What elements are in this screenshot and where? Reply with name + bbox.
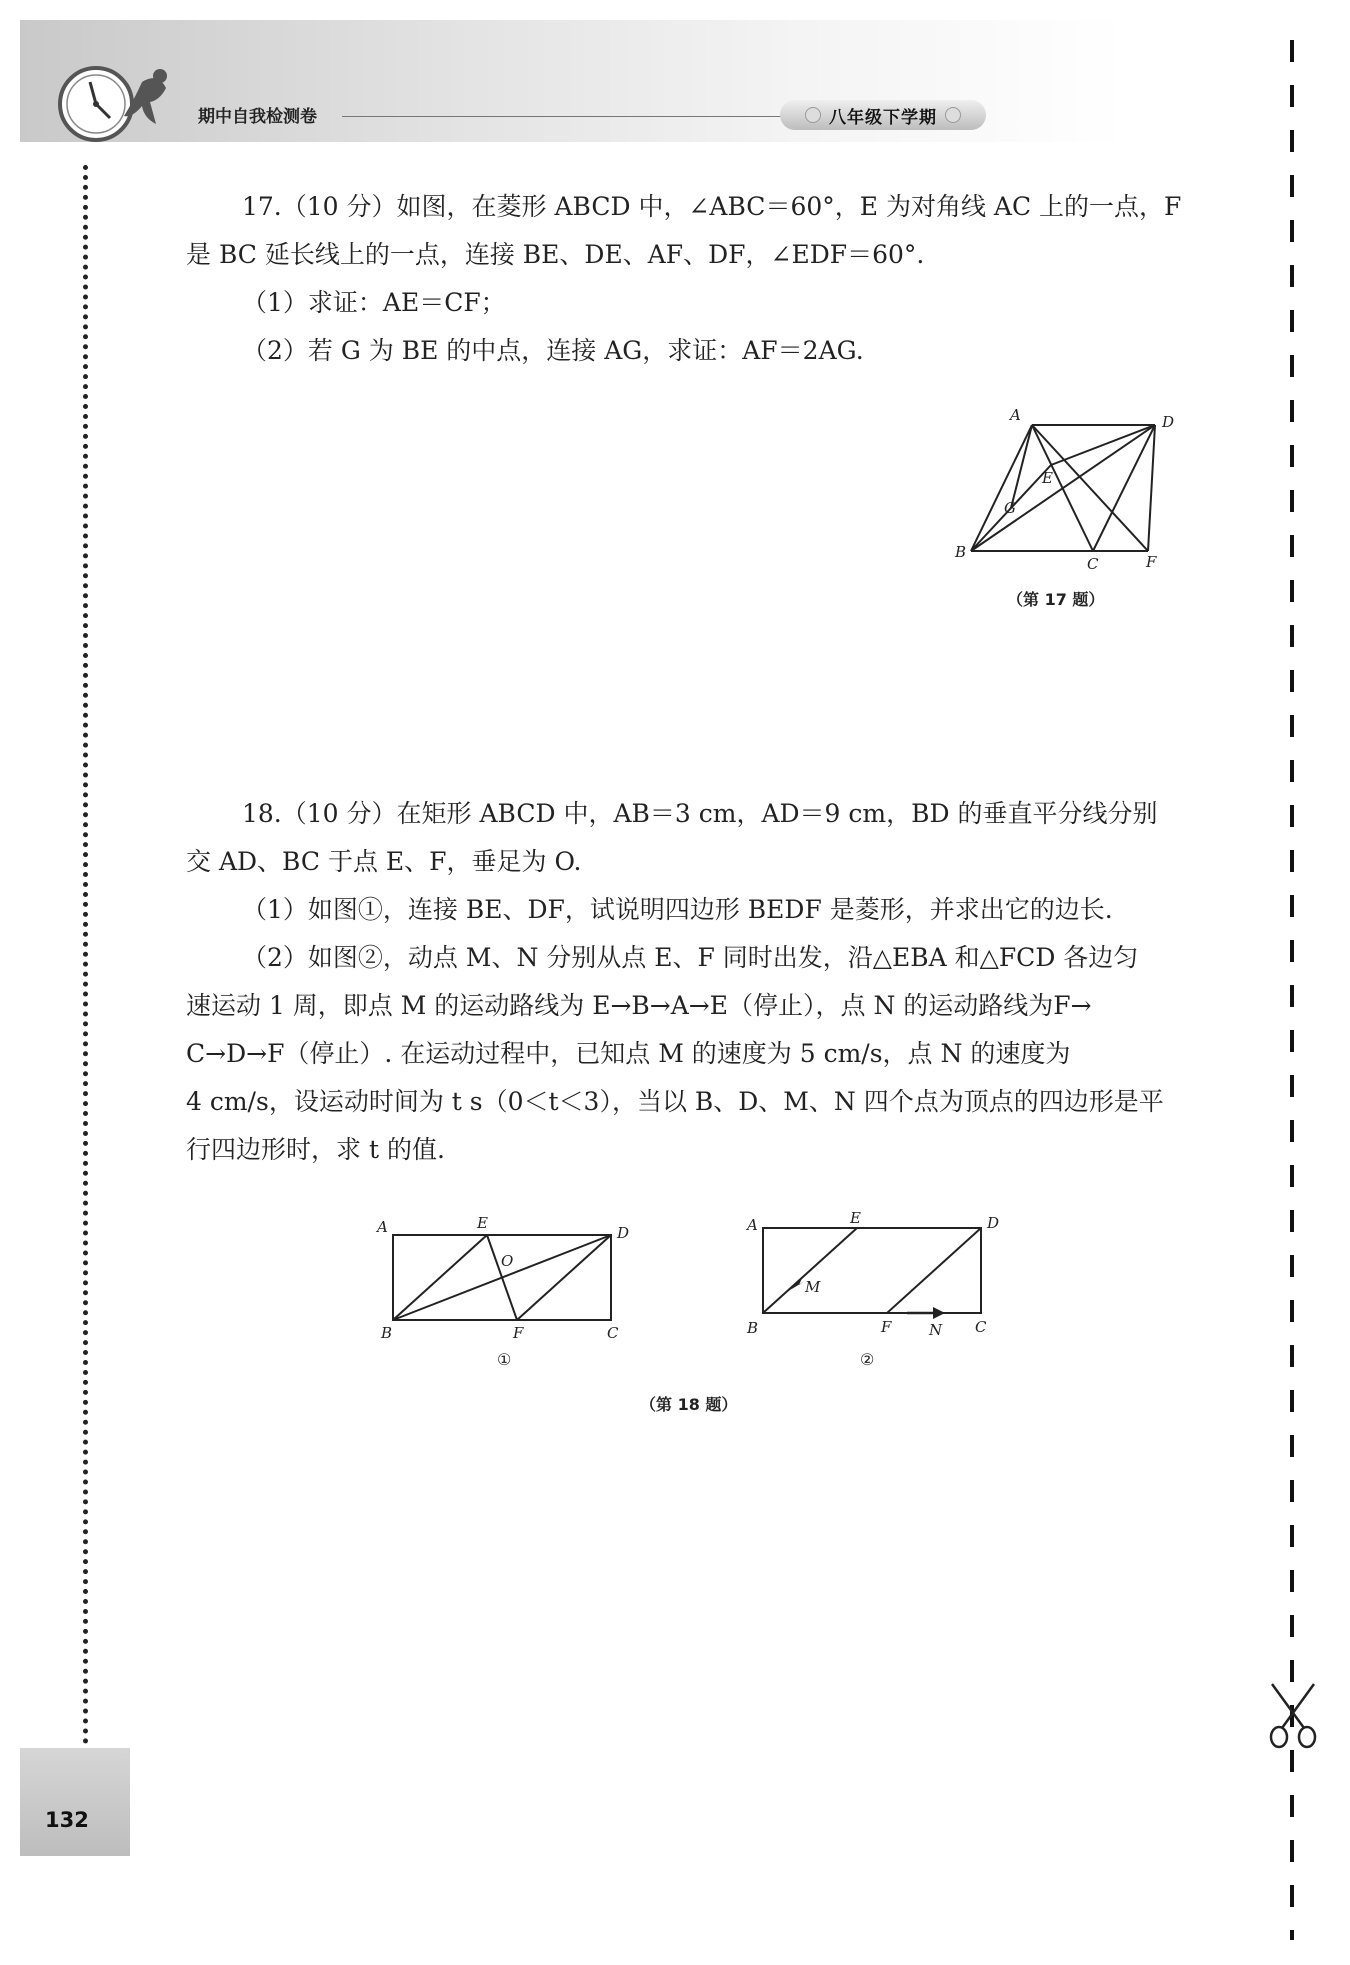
clock-runner-logo-icon bbox=[50, 62, 200, 148]
figure-17-caption: （第 17 题） bbox=[1007, 590, 1105, 609]
problem-18-line: C→D→F（停止）. 在运动过程中，已知点 M 的速度为 5 cm/s，点 N 的速度为 bbox=[186, 1039, 1071, 1068]
bullet-icon bbox=[805, 107, 821, 123]
problem-18-line: 速运动 1 周，即点 M 的运动路线为 E→B→A→E（停止），点 N 的运动路线为F→ bbox=[186, 991, 1092, 1020]
problem-17-line: （1）求证：AE＝CF； bbox=[242, 288, 506, 317]
figure-18-1-label-b: B bbox=[381, 1324, 393, 1342]
problem-18-line: （2）如图②，动点 M、N 分别从点 E、F 同时出发，沿△EBA 和△FCD 各边匀 bbox=[242, 943, 1139, 972]
scissors-icon bbox=[1262, 1680, 1324, 1752]
figure-18-1-rectangle-diagram bbox=[365, 1210, 645, 1350]
figure-18-2-label-d: D bbox=[987, 1214, 1000, 1232]
figure-18-1-label-d: D bbox=[617, 1224, 630, 1242]
problem-18-text bbox=[186, 790, 1186, 1174]
problem-17-line: （2）若 G 为 BE 的中点，连接 AG，求证：AF＝2AG. bbox=[242, 336, 864, 365]
header-rule bbox=[342, 116, 782, 117]
figure-18-1-label-f: F bbox=[513, 1324, 524, 1342]
problem-18-line: 交 AD、BC 于点 E、F，垂足为 O. bbox=[186, 847, 582, 876]
figure-18-1-label-e: E bbox=[477, 1214, 488, 1232]
problem-17-text bbox=[186, 183, 1186, 375]
figure-17-label-b: B bbox=[955, 543, 967, 561]
grade-badge bbox=[780, 100, 986, 130]
figure-18-2-label-n: N bbox=[929, 1321, 943, 1339]
figure-18-2-label-f: F bbox=[881, 1318, 892, 1336]
binding-dotted-line bbox=[83, 165, 88, 1745]
figure-17-label-a: A bbox=[1010, 406, 1021, 424]
figure-18-2-caption: ② bbox=[860, 1350, 875, 1369]
bullet-icon bbox=[945, 107, 961, 123]
problem-18-line: 18.（10 分）在矩形 ABCD 中，AB＝3 cm，AD＝9 cm，BD 的垂直平分线分别 bbox=[242, 799, 1158, 828]
figure-18-2-label-b: B bbox=[747, 1319, 759, 1337]
figure-18-2-label-e: E bbox=[850, 1210, 861, 1227]
figure-17-label-c: C bbox=[1087, 555, 1099, 573]
figure-17-label-e: E bbox=[1042, 469, 1053, 487]
figure-17-rhombus-diagram bbox=[940, 405, 1190, 585]
problem-18-line: 行四边形时，求 t 的值. bbox=[186, 1135, 445, 1164]
problem-18-line: （1）如图①，连接 BE、DF，试说明四边形 BEDF 是菱形，并求出它的边长. bbox=[242, 895, 1113, 924]
figure-18-1-label-o: O bbox=[501, 1252, 514, 1270]
figure-18-2-label-a: A bbox=[747, 1216, 758, 1234]
problem-17-line: 17.（10 分）如图，在菱形 ABCD 中，∠ABC＝60°，E 为对角线 AC 上的一点，F bbox=[242, 192, 1182, 221]
problem-18-line: 4 cm/s，设运动时间为 t s（0＜t＜3），当以 B、D、M、N 四个点为顶点的四边形是平 bbox=[186, 1087, 1164, 1116]
figure-18-1-label-c: C bbox=[607, 1324, 619, 1342]
header-title: 期中自我检测卷 bbox=[198, 107, 317, 127]
figure-18-2-label-m: M bbox=[805, 1278, 821, 1296]
problem-17-line: 是 BC 延长线上的一点，连接 BE、DE、AF、DF，∠EDF＝60°. bbox=[186, 240, 925, 269]
figure-18-2-rectangle-diagram bbox=[735, 1210, 1015, 1350]
page-number-box bbox=[20, 1748, 130, 1856]
arrow-icon bbox=[933, 1307, 945, 1319]
figure-18-1-label-a: A bbox=[377, 1218, 388, 1236]
figure-18-2-label-c: C bbox=[975, 1318, 987, 1336]
cut-dashed-line bbox=[1290, 40, 1294, 1940]
figure-17-label-f: F bbox=[1146, 553, 1157, 571]
figure-17-label-g: G bbox=[1004, 499, 1016, 517]
figure-18-caption: （第 18 题） bbox=[640, 1395, 738, 1414]
grade-label: 八年级下学期 bbox=[829, 107, 937, 128]
figure-18-1-caption: ① bbox=[497, 1350, 512, 1369]
figure-17-label-d: D bbox=[1162, 413, 1175, 431]
page-number: 132 bbox=[45, 1808, 89, 1832]
